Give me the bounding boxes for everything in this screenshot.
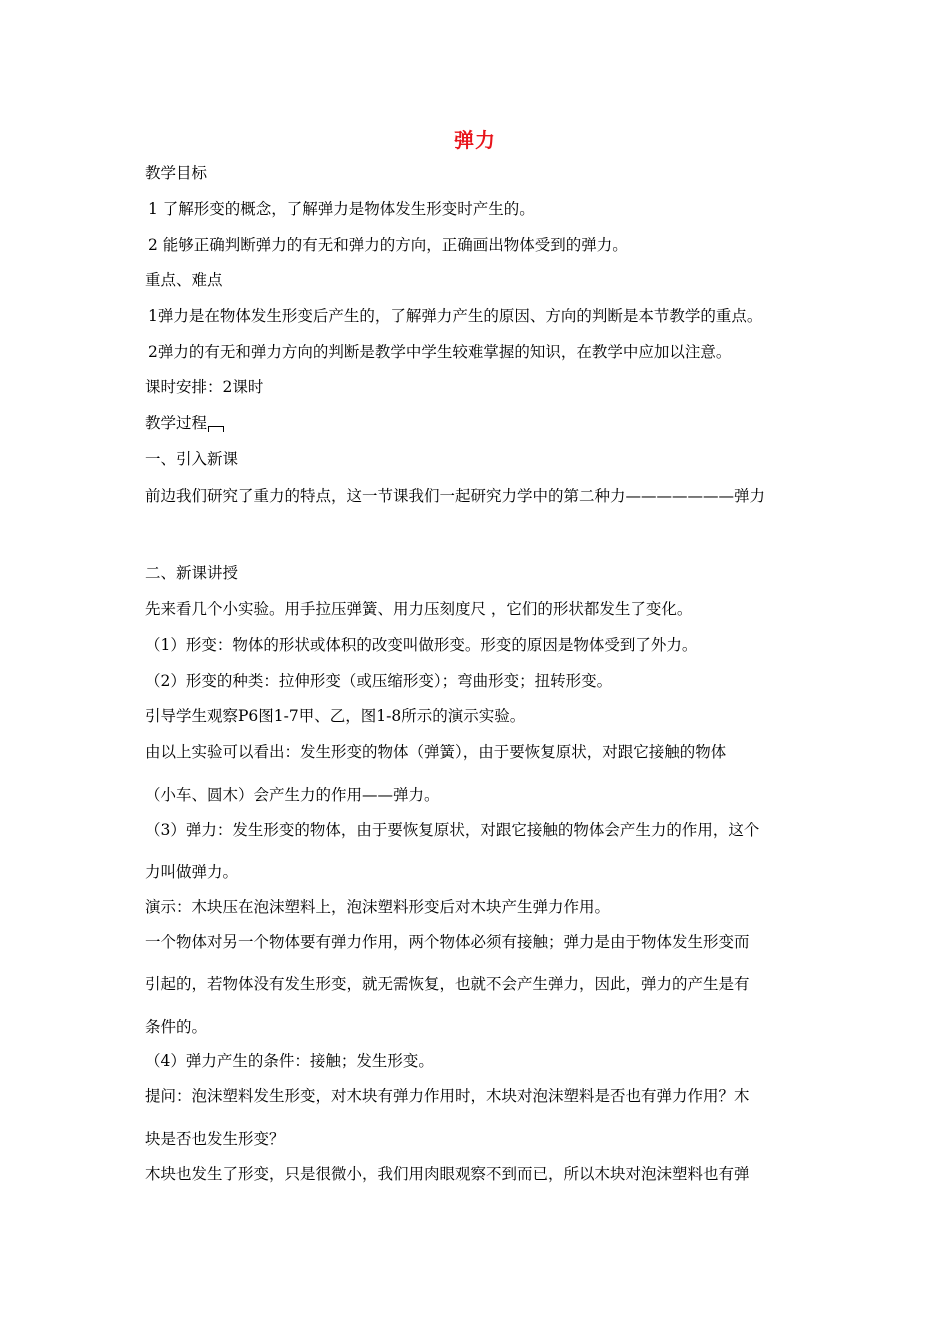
item-deformation-types: （2）形变的种类：拉伸形变（或压缩形变）；弯曲形变；扭转形变。: [145, 672, 613, 690]
paragraph-answer-line-1: 木块也发生了形变，只是很微小，我们用肉眼观察不到而已，所以木块对泡沫塑料也有弹: [145, 1165, 750, 1183]
item-elastic-force-line-2: 力叫做弹力。: [145, 863, 239, 881]
paragraph-conclusion-line-1: 由以上实验可以看出：发生形变的物体（弹簧），由于要恢复原状，对跟它接触的物体: [145, 743, 727, 761]
process-mark-icon: [208, 426, 224, 432]
section-new-lesson: 二、新课讲授: [145, 564, 239, 582]
class-schedule: 课时安排：2课时: [145, 378, 264, 396]
paragraph-demonstration: 演示：木块压在泡沫塑料上，泡沫塑料形变后对木块产生弹力作用。: [145, 898, 611, 916]
paragraph-experiments: 先来看几个小实验。用手拉压弹簧、用力压刻度尺 ，它们的形状都发生了变化。: [145, 600, 693, 618]
item-conditions: （4）弹力产生的条件：接触；发生形变。: [145, 1052, 434, 1070]
key-point-2: 2弹力的有无和弹力方向的判断是教学中学生较难掌握的知识，在教学中应加以注意。: [148, 343, 732, 361]
heading-teaching-process-label: 教学过程: [145, 414, 208, 432]
heading-teaching-goals: 教学目标: [145, 164, 208, 182]
intro-paragraph: 前边我们研究了重力的特点，这一节课我们一起研究力学中的第二种力———————弹力: [145, 487, 766, 505]
paragraph-question-line-2: 块是否也发生形变？: [145, 1130, 285, 1148]
item-deformation: （1）形变：物体的形状或体积的改变叫做形变。形变的原因是物体受到了外力。: [145, 636, 698, 654]
paragraph-question-line-1: 提问：泡沫塑料发生形变，对木块有弹力作用时，木块对泡沫塑料是否也有弹力作用？木: [145, 1087, 750, 1105]
key-point-1: 1弹力是在物体发生形变后产生的，了解弹力产生的原因、方向的判断是本节教学的重点。: [148, 307, 763, 325]
item-elastic-force-line-1: （3）弹力：发生形变的物体，由于要恢复原状，对跟它接触的物体会产生力的作用，这个: [145, 821, 760, 839]
section-introduction: 一、引入新课: [145, 450, 239, 468]
paragraph-contact-line-2: 引起的，若物体没有发生形变，就无需恢复，也就不会产生弹力，因此，弹力的产生是有: [145, 975, 750, 993]
paragraph-contact-line-3: 条件的。: [145, 1018, 208, 1036]
paragraph-conclusion-line-2: （小车、圆木）会产生力的作用——弹力。: [145, 786, 440, 804]
heading-key-points: 重点、难点: [145, 271, 223, 289]
goal-item-1: 1 了解形变的概念，了解弹力是物体发生形变时产生的。: [148, 200, 535, 218]
paragraph-guide-students: 引导学生观察P6图1-7甲、乙，图1-8所示的演示实验。: [145, 707, 526, 725]
goal-item-2: 2 能够正确判断弹力的有无和弹力的方向，正确画出物体受到的弹力。: [148, 236, 628, 254]
document-title: 弹力: [454, 128, 496, 152]
paragraph-contact-line-1: 一个物体对另一个物体要有弹力作用，两个物体必须有接触；弹力是由于物体发生形变而: [145, 933, 750, 951]
heading-teaching-process: [145, 413, 224, 433]
